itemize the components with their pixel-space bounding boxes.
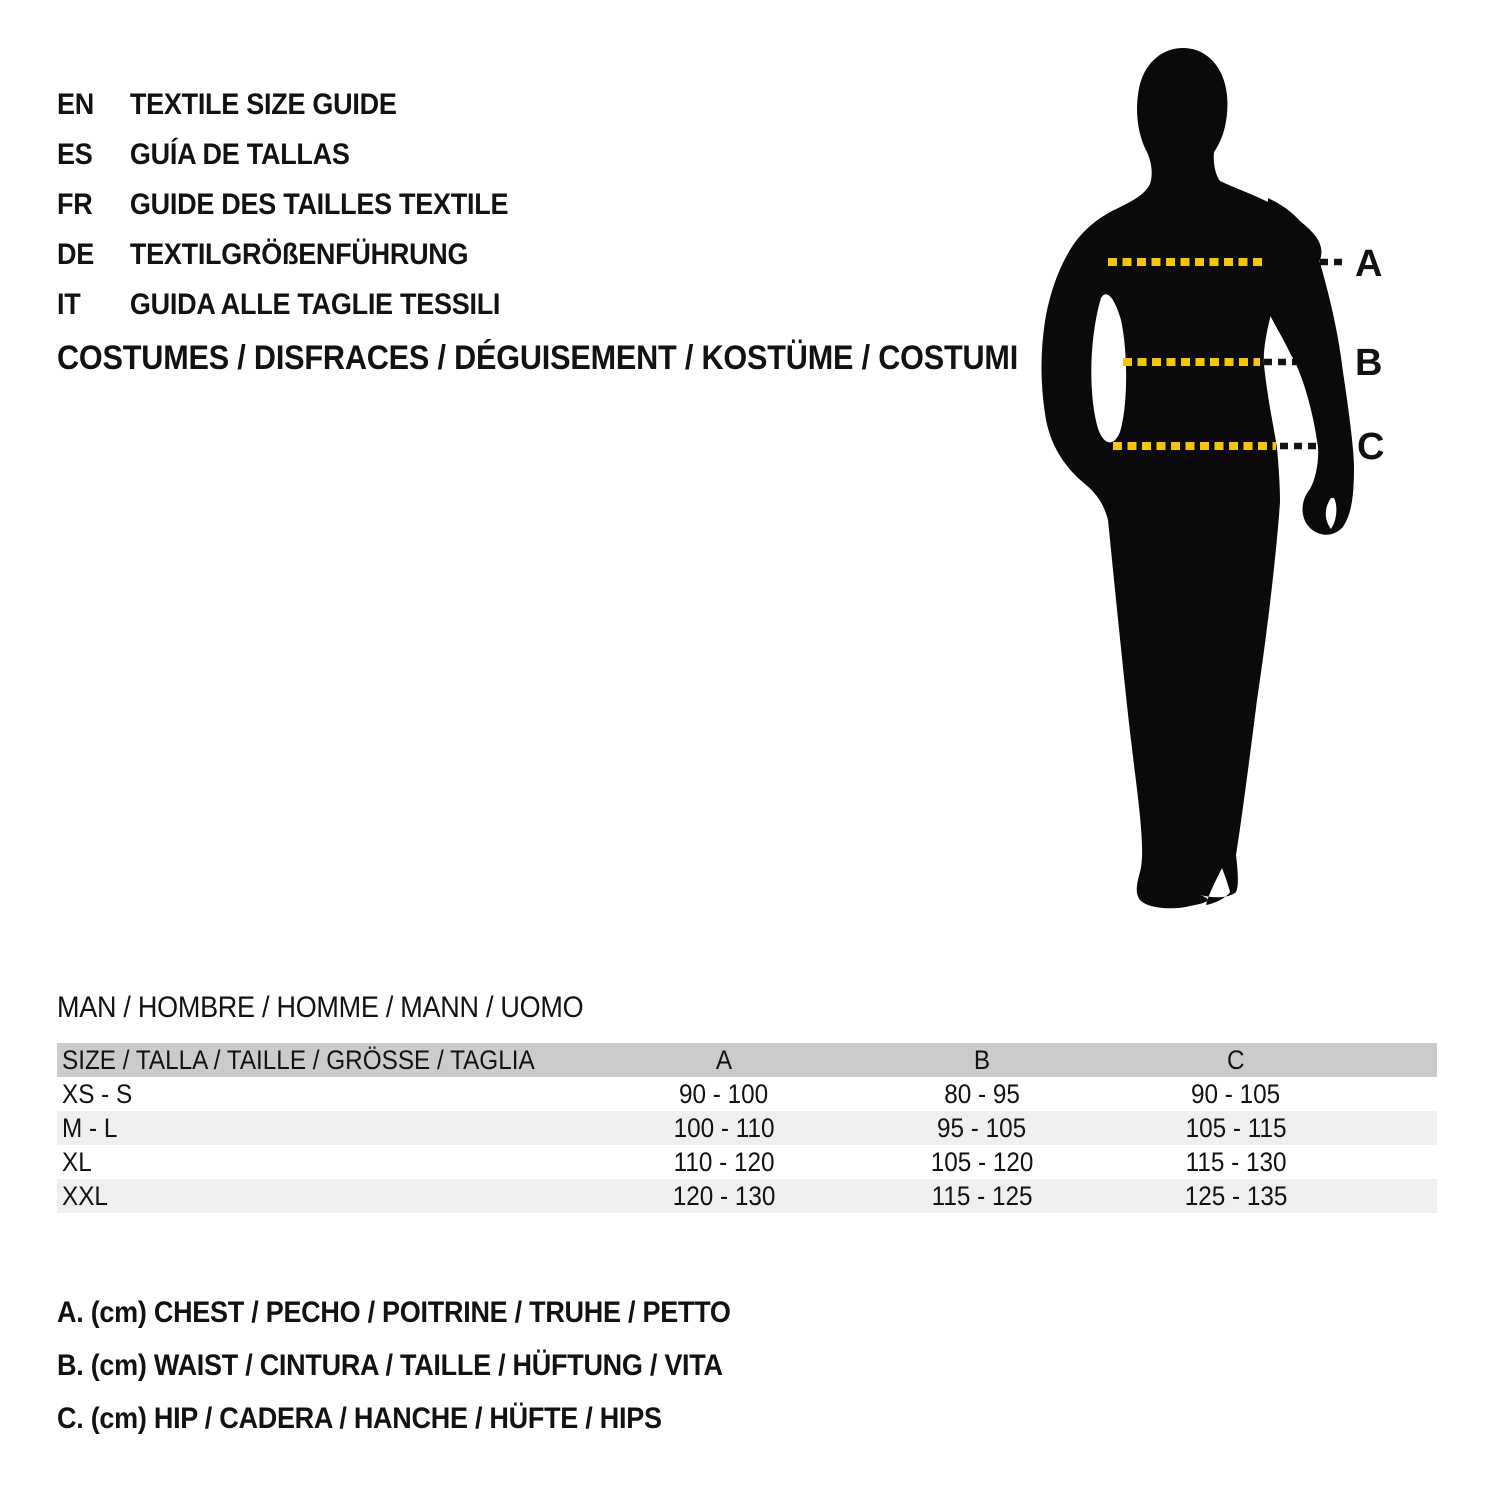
value-a-cell: 90 - 100 [679,1078,769,1109]
marker-b-label: B [1355,342,1383,384]
value-b-cell: 115 - 125 [931,1180,1033,1211]
lang-row-en [57,80,558,130]
man-silhouette-diagram [1000,40,1440,940]
lang-row-de [57,230,558,280]
right-arm-silhouette [1267,198,1354,535]
value-a-cell: 120 - 130 [672,1180,776,1211]
table-row-m-l [57,1111,1437,1145]
category-line: COSTUMES / DISFRACES / DÉGUISEMENT / KOSTÜME / COSTUMI [57,339,1019,377]
value-b-cell: 105 - 120 [930,1146,1034,1177]
table-header-row [57,1043,1437,1077]
lang-label: TEXTILE SIZE GUIDE [129,88,397,121]
note-waist: B. (cm) WAIST / CINTURA / TAILLE / HÜFTUNG / VITA [57,1349,723,1382]
table-row-xl [57,1145,1437,1179]
measurement-notes [57,1286,805,1445]
value-a-cell: 110 - 120 [673,1146,775,1177]
size-table [57,1043,1437,1213]
lang-label: GUIDE DES TAILLES TEXTILE [129,188,509,221]
lang-row-fr [57,180,558,230]
size-cell: XL [62,1146,92,1177]
header-a-cell: A [715,1044,733,1075]
lang-row-it [57,280,558,330]
note-chest: A. (cm) CHEST / PECHO / POITRINE / TRUHE / PETTO [57,1296,731,1329]
lang-label: TEXTILGRÖßENFÜHRUNG [129,238,469,271]
value-c-cell: 115 - 130 [1185,1146,1287,1177]
size-cell: M - L [62,1112,118,1143]
lang-code: FR [57,188,93,221]
size-cell: XXL [62,1180,108,1211]
lang-label: GUIDA ALLE TAGLIE TESSILI [129,288,501,321]
lang-row-es [57,130,558,180]
lang-code: IT [57,288,81,321]
lang-code: EN [57,88,94,121]
language-list [57,80,558,330]
lang-code: ES [57,138,93,171]
value-c-cell: 90 - 105 [1191,1078,1281,1109]
value-c-cell: 125 - 135 [1184,1180,1288,1211]
header-b-cell: B [973,1044,991,1075]
header-size-cell: SIZE / TALLA / TAILLE / GRÖSSE / TAGLIA [62,1044,535,1075]
lang-code: DE [57,238,94,271]
value-b-cell: 95 - 105 [937,1112,1027,1143]
value-c-cell: 105 - 115 [1185,1112,1287,1143]
table-row-xs-s [57,1077,1437,1111]
note-hip: C. (cm) HIP / CADERA / HANCHE / HÜFTE / HIPS [57,1402,662,1435]
marker-c-label: C [1357,426,1385,468]
header-c-cell: C [1227,1044,1245,1075]
size-cell: XS - S [62,1078,133,1109]
value-b-cell: 80 - 95 [944,1078,1020,1109]
marker-a-label: A [1355,243,1383,285]
value-a-cell: 100 - 110 [673,1112,775,1143]
lang-label: GUÍA DE TALLAS [129,138,350,171]
table-row-xxl [57,1179,1437,1213]
section-title-man: MAN / HOMBRE / HOMME / MANN / UOMO [57,991,584,1024]
body-silhouette [1042,48,1322,908]
size-figure [1000,40,1440,940]
